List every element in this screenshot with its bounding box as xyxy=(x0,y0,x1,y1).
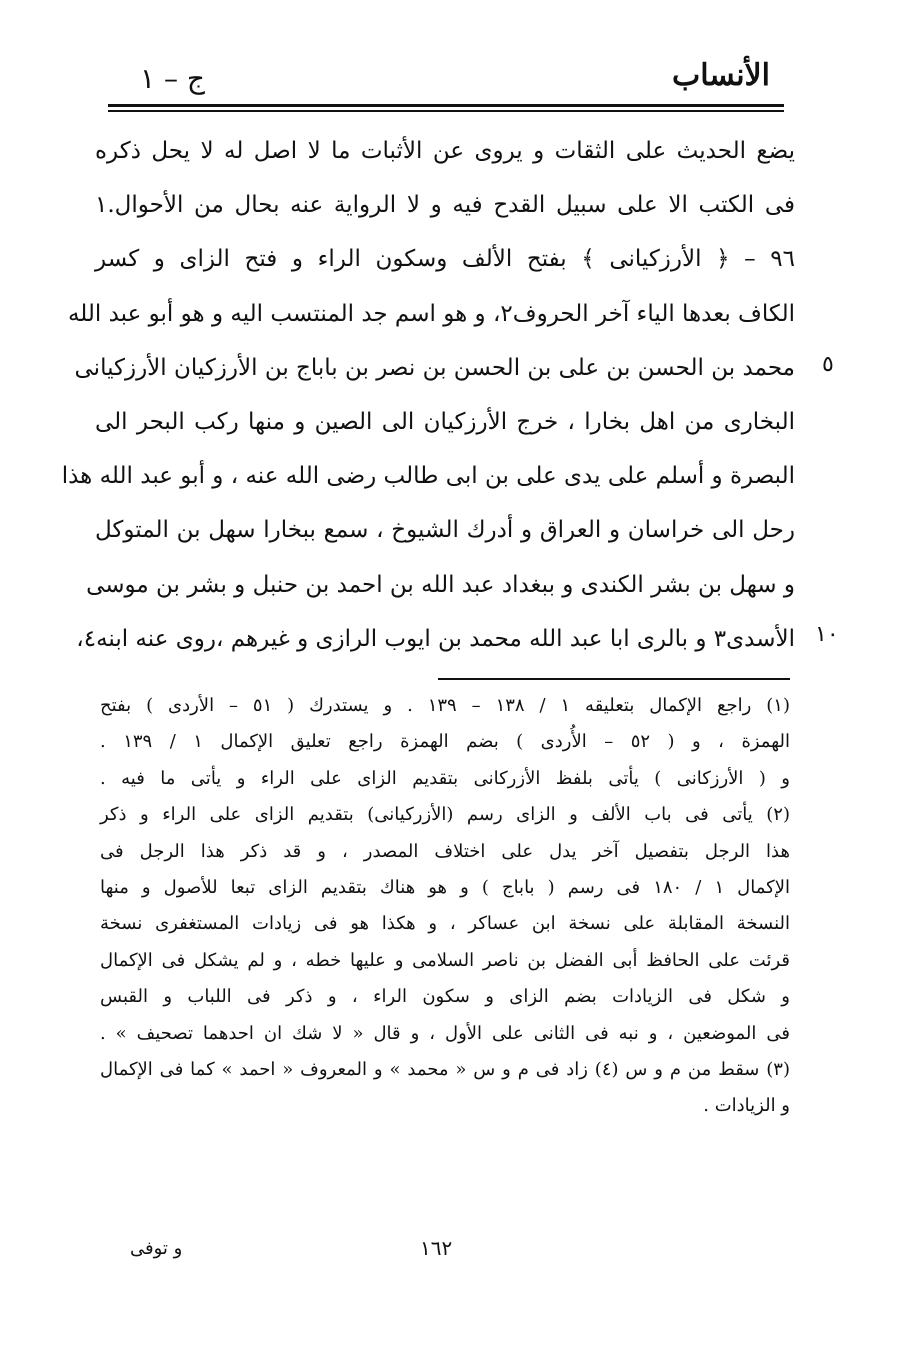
main-line: الأسدى٣ و بالرى ابا عبد الله محمد بن ايوب الرازى و غيرهم ،روى عنه ابنه٤، xyxy=(76,625,795,652)
footnote-line: و شكل فى الزيادات بضم الزاى و سكون الراء ، و ذكر فى اللباب و القبس xyxy=(100,986,790,1008)
main-line: محمد بن الحسن بن على بن الحسن بن نصر بن باباج بن الأرزكيان الأرزكيانى xyxy=(74,354,795,381)
catchword: و توفى xyxy=(130,1238,183,1259)
footnote-line: و ( الأرزكانى ) يأتى بلفظ الأزركانى بتقديم الزاى على الراء و يأتى ما فيه . xyxy=(100,767,790,789)
header-rule-thin xyxy=(108,110,784,112)
main-line: يضع الحديث على الثقات و يروى عن الأثبات ما لا اصل له لا يحل ذكره xyxy=(95,138,795,164)
main-line: البخارى من اهل بخارا ، خرج الأرزكيان الى الصين و منها ركب البحر الى xyxy=(95,408,795,435)
main-line: البصرة و أسلم على يدى على بن ابى طالب رضى الله عنه ، و أبو عبد الله هذا xyxy=(61,463,795,490)
footnote-line: هذا الرجل بتفصيل آخر يدل على اختلاف المصدر ، و قد ذكر هذا الرجل فى xyxy=(100,840,790,862)
page-number: ١٦٢ xyxy=(420,1236,453,1260)
footnote-line: فى الموضعين ، و نبه فى الثانى على الأول ، و قال « لا شك ان احدهما تصحيف » . xyxy=(100,1022,790,1044)
line-number: ٥ xyxy=(822,352,834,377)
header-volume: ج – ١ xyxy=(140,62,205,95)
footnote-line: و الزيادات . xyxy=(703,1095,790,1117)
header-title: الأنساب xyxy=(672,58,770,93)
footnote-line: الهمزة ، و ( ٥٢ – الأُردى ) بضم الهمزة راجع تعليق الإكمال ١ / ١٣٩ . xyxy=(100,731,790,753)
footnotes xyxy=(100,688,790,1125)
footnote-line: (٣) سقط من م و س (٤) زاد فى م و س « محمد » و المعروف « احمد » كما فى الإكمال xyxy=(100,1058,790,1080)
line-number: ١٠ xyxy=(815,622,839,647)
main-line: فى الكتب الا على سبيل القدح فيه و لا الرواية عنه بحال من الأحوال.١ xyxy=(95,192,795,219)
main-line: الكاف بعدها الياء آخر الحروف٢، و هو اسم جد المنتسب اليه و هو أبو عبد الله xyxy=(67,300,795,327)
main-line: ٩٦ – ﴿ الأرزكيانى ﴾ بفتح الألف وسكون الراء و فتح الزاى و كسر xyxy=(95,246,795,273)
footnote-line: (٢) يأتى فى باب الألف و الزاى رسم (الأزركيانى) بتقديم الزاى على الراء و ذكر xyxy=(100,804,790,826)
main-text xyxy=(61,124,795,666)
header-rule-thick xyxy=(108,104,784,107)
footnote-line: النسخة المقابلة على نسخة ابن عساكر ، و هكذا هو فى زيادات المستغفرى نسخة xyxy=(100,913,790,935)
footnote-separator xyxy=(438,678,790,680)
running-header xyxy=(100,58,780,98)
footnote-line: الإكمال ١ / ١٨٠ فى رسم ( باباج ) و هو هناك بتقديم الزاى تبعا للأصول و منها xyxy=(100,876,790,898)
footnote-line: قرئت على الحافظ أبى الفضل بن ناصر السلامى و عليها خطه ، و لم يشكل فى الإكمال xyxy=(100,949,790,971)
main-line: رحل الى خراسان و العراق و أدرك الشيوخ ، سمع ببخارا سهل بن المتوكل xyxy=(95,517,795,544)
footnote-line: (١) راجع الإكمال بتعليقه ١ / ١٣٨ – ١٣٩ . و يستدرك ( ٥١ – الأردى ) بفتح xyxy=(100,695,790,716)
main-line: و سهل بن بشر الكندى و ببغداد عبد الله بن احمد بن حنبل و بشر بن موسى xyxy=(86,571,795,598)
